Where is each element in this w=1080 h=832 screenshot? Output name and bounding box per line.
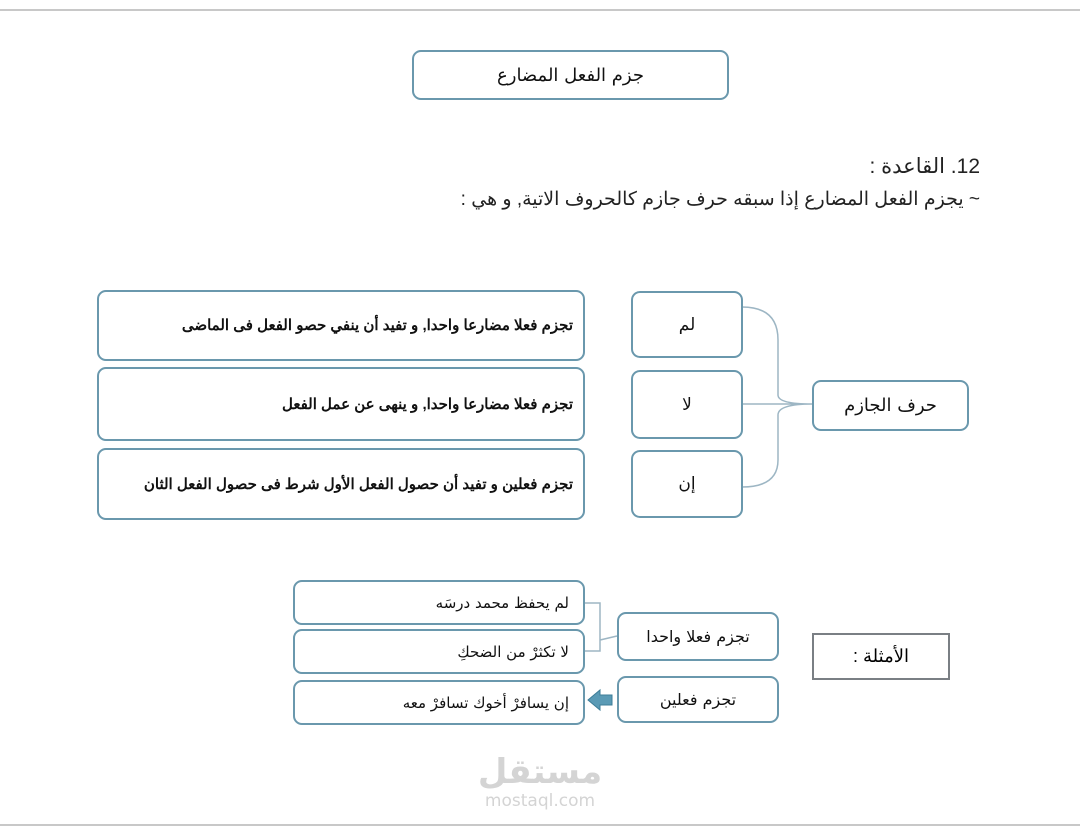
page-title: جزم الفعل المضارع <box>412 50 729 100</box>
particle-lam: لم <box>631 291 743 358</box>
desc-lam: تجزم فعلا مضارعا واحدا, و تفيد أن ينفي حصو الفعل فى الماضى <box>97 290 585 361</box>
example-item: لا تكثرْ من الضحكِ <box>293 629 585 674</box>
two-verbs-label: تجزم فعلين <box>617 676 779 723</box>
example-item: لم يحفظ محمد درسَه <box>293 580 585 625</box>
watermark-arabic: مستقل <box>477 752 603 792</box>
jazim-label: حرف الجازم <box>812 380 969 431</box>
particle-la: لا <box>631 370 743 439</box>
examples-label: الأمثلة : <box>812 633 950 680</box>
desc-in: تجزم فعلين و تفيد أن حصول الفعل الأول شرط فى حصول الفعل الثان <box>97 448 585 520</box>
watermark <box>470 752 610 810</box>
rule-heading: 12. القاعدة : <box>869 155 980 178</box>
one-verb-label: تجزم فعلا واحدا <box>617 612 779 661</box>
rule-text: ~ يجزم الفعل المضارع إذا سبقه حرف جازم كالحروف الاتية, و هي : <box>460 189 980 210</box>
watermark-latin: mostaql.com <box>484 791 596 811</box>
example-item: إن يسافرْ أخوك تسافرْ معه <box>293 680 585 725</box>
desc-la: تجزم فعلا مضارعا واحدا, و ينهى عن عمل الفعل <box>97 367 585 441</box>
particle-in: إن <box>631 450 743 518</box>
